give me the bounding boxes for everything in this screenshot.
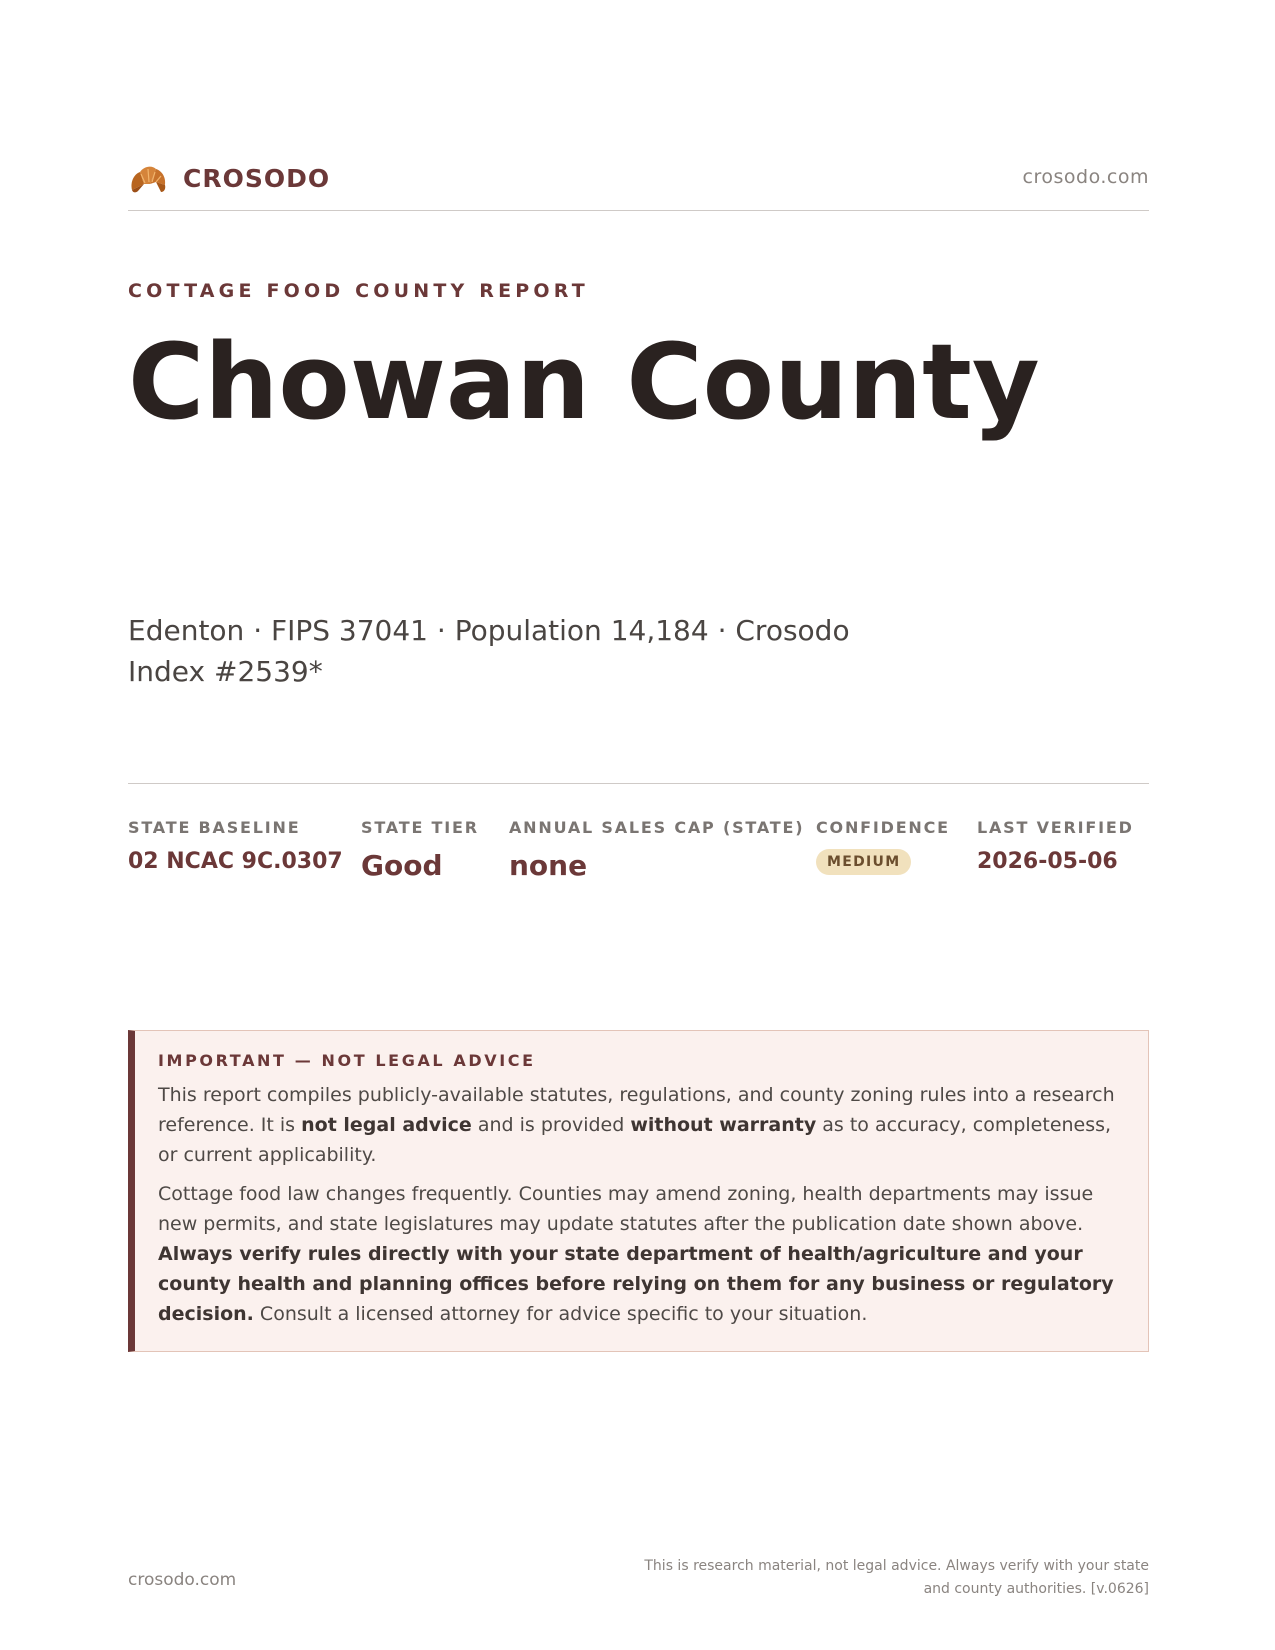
report-page [128, 0, 1149, 1650]
stat-label: CONFIDENCE [816, 818, 950, 837]
notice-emphasis: without warranty [630, 1114, 817, 1136]
notice-text: Consult a licensed attorney for advice specific to your situation. [253, 1303, 868, 1325]
site-link[interactable]: crosodo.com [1022, 166, 1149, 188]
page-title: Chowan County [128, 321, 1040, 443]
stat-last-verified [977, 818, 1134, 874]
footer-disclaimer [629, 1555, 1149, 1601]
footer-disclaimer-line: and county authorities. [v.0626] [923, 1581, 1149, 1597]
stat-label: ANNUAL SALES CAP (STATE) [509, 818, 805, 837]
legal-notice [128, 1030, 1149, 1352]
notice-emphasis: not legal advice [301, 1114, 472, 1136]
stat-confidence [816, 818, 950, 875]
notice-text: and is provided [471, 1114, 631, 1136]
stats-row [128, 818, 1149, 888]
stat-label: STATE BASELINE [128, 818, 301, 837]
notice-emphasis: Always verify rules directly with your state department of health/agriculture and your county health and planning offices before relying on them for any business or regulatory decision. [158, 1243, 1114, 1325]
notice-paragraph [158, 1080, 1126, 1170]
croissant-icon [128, 160, 168, 196]
stat-value: none [509, 849, 588, 882]
notice-text: as to accuracy, completeness, or current applicability. [158, 1114, 1112, 1166]
section-divider [128, 783, 1149, 784]
stat-annual-sales-cap [509, 818, 804, 882]
stat-value: 2026-05-06 [977, 849, 1118, 874]
header-divider [128, 210, 1149, 211]
stat-value: 02 NCAC 9C.0307 [128, 849, 343, 874]
stat-label: LAST VERIFIED [977, 818, 1134, 837]
report-eyebrow: COTTAGE FOOD COUNTY REPORT [128, 280, 589, 302]
notice-title: IMPORTANT — NOT LEGAL ADVICE [158, 1051, 536, 1070]
stat-value: Good [361, 849, 443, 882]
brand [128, 160, 330, 196]
brand-name: CROSODO [183, 163, 331, 193]
confidence-badge: MEDIUM [816, 849, 911, 875]
stat-state-baseline [128, 818, 343, 874]
report-subtitle: Edenton · FIPS 37041 · Population 14,184 · Crosodo Index #2539* [128, 614, 850, 688]
footer-disclaimer-line: This is research material, not legal advice. Always verify with your state [644, 1558, 1149, 1574]
footer-site-link[interactable]: crosodo.com [128, 1570, 237, 1590]
stat-label: STATE TIER [361, 818, 479, 837]
notice-text: Cottage food law changes frequently. Counties may amend zoning, health departments may issue new permits, and state legislatures may update statutes after the publication date shown above. [158, 1183, 1094, 1235]
page-header [128, 160, 1149, 200]
notice-text: This report compiles publicly-available statutes, regulations, and county zoning rules into a research reference. It is [158, 1084, 1115, 1136]
notice-paragraph [158, 1179, 1126, 1329]
stat-state-tier [361, 818, 479, 882]
